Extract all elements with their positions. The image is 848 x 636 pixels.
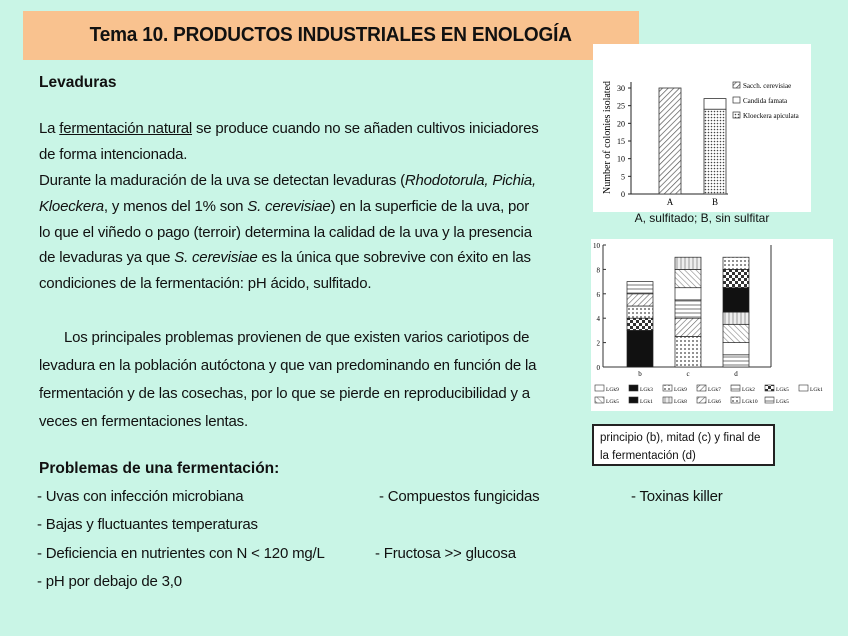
x-tick-label: c xyxy=(686,370,690,378)
title-bar xyxy=(23,11,639,60)
legend-swatch xyxy=(595,397,604,403)
legend-label: Candida famata xyxy=(743,97,788,105)
fermentacion-natural-link[interactable]: fermentación natural xyxy=(59,120,193,137)
list-item: - Deficiencia en nutrientes con N < 120 mg/L xyxy=(37,545,325,562)
bar-segment xyxy=(627,294,653,306)
legend-label: LGk5 xyxy=(776,399,789,405)
legend-label: Sacch. cerevisiae xyxy=(743,82,792,90)
legend-label: LGk6 xyxy=(708,399,721,405)
legend-swatch xyxy=(765,397,774,403)
list-item: - Fructosa >> glucosa xyxy=(375,545,516,562)
list-item: - Compuestos fungicidas xyxy=(379,488,540,505)
legend-swatch xyxy=(663,385,672,391)
bar-segment xyxy=(723,312,749,324)
p1-line-6: de levaduras ya que S. cerevisiae es la única que sobrevive con éxito en las xyxy=(39,249,531,266)
legend-label: LGk1 xyxy=(640,399,653,405)
y-tick-label: 8 xyxy=(596,266,600,275)
y-tick-label: 4 xyxy=(596,315,600,324)
list-item: - Uvas con infección microbiana xyxy=(37,488,244,505)
bar-segment xyxy=(627,330,653,367)
p2-line-2: levadura en la población autóctona y que van predominando en función de la xyxy=(39,357,537,374)
figure-2-caption: principio (b), mitad (c) y final de la fermentación (d) xyxy=(592,424,775,466)
x-tick-label: B xyxy=(711,197,719,207)
y-tick-label: 20 xyxy=(617,119,625,129)
section-heading-levaduras: Levaduras xyxy=(39,74,117,91)
p1-line-1: La fermentación natural se produce cuando no se añaden cultivos iniciadores xyxy=(39,120,539,137)
figure-1-svg xyxy=(593,44,811,212)
bar-segment xyxy=(675,288,701,300)
p2-line-4: veces en fermentaciones lentas. xyxy=(39,413,248,430)
y-tick-label: 15 xyxy=(617,137,625,146)
p2-line-1: Los principales problemas provienen de que existen varios cariotipos de xyxy=(64,329,530,346)
legend-label: LGk1 xyxy=(810,387,823,393)
bar-segment xyxy=(723,288,749,312)
bar-segment xyxy=(723,324,749,342)
bar-segment xyxy=(675,318,701,336)
list-item: - pH por debajo de 3,0 xyxy=(37,573,182,590)
p1-line-3: Durante la maduración de la uva se detectan levaduras (Rhodotorula, Pichia, xyxy=(39,172,536,189)
y-tick-label: 30 xyxy=(617,84,625,93)
legend-swatch xyxy=(629,397,638,403)
y-tick-label: 10 xyxy=(593,242,600,250)
bar-segment xyxy=(627,282,653,294)
y-tick-label: 2 xyxy=(596,339,600,348)
p1-line-2: de forma intencionada. xyxy=(39,146,188,163)
chart-bars xyxy=(627,257,749,367)
y-tick-label: 0 xyxy=(596,364,600,372)
x-tick-label: A xyxy=(666,197,674,207)
figure-2-chart xyxy=(591,239,833,411)
legend-swatch xyxy=(697,385,706,391)
bar-segment xyxy=(704,99,726,110)
legend-swatch xyxy=(731,397,740,403)
x-tick-label: b xyxy=(638,370,642,378)
legend-label: LGk2 xyxy=(742,387,755,393)
legend-label: LGk5 xyxy=(776,387,789,393)
legend-swatch xyxy=(731,385,740,391)
y-tick-label: 6 xyxy=(596,290,600,299)
chart-legend xyxy=(733,82,800,120)
legend-swatch xyxy=(733,97,740,103)
bar-segment xyxy=(723,257,749,269)
y-axis-label: Number of colonies isolated xyxy=(602,80,613,194)
legend-label: LGk9 xyxy=(674,387,687,393)
legend-label: LGk7 xyxy=(708,387,721,393)
y-tick-label: 25 xyxy=(617,101,625,111)
y-tick-label: 5 xyxy=(621,172,625,182)
bar-segment xyxy=(675,300,701,318)
chart-legend xyxy=(595,385,823,405)
legend-swatch xyxy=(765,385,774,391)
legend-label: LGk5 xyxy=(606,399,619,405)
bar-segment xyxy=(675,337,701,368)
figure-2-svg xyxy=(591,239,833,411)
p2-line-3: fermentación y de las cosechas, por lo que se pierde en reproducibilidad y a xyxy=(39,385,530,402)
legend-swatch xyxy=(799,385,808,391)
figure-1-caption: A, sulfitado; B, sin sulfitar xyxy=(634,211,770,225)
legend-swatch xyxy=(733,112,740,118)
list-item: - Toxinas killer xyxy=(631,488,723,505)
legend-label: LGk8 xyxy=(674,399,687,405)
bar-segment xyxy=(704,109,726,194)
p1-line-5: lo que el viñedo o pago (terroir) determina la calidad de la uva y la presencia xyxy=(39,224,532,241)
y-tick-label: 0 xyxy=(621,190,625,199)
x-tick-label: d xyxy=(734,370,738,378)
legend-label: LGk9 xyxy=(606,387,619,393)
page-title: Tema 10. PRODUCTOS INDUSTRIALES EN ENOLOGÍA xyxy=(89,24,573,46)
legend-swatch xyxy=(595,385,604,391)
p1-line-4: Kloeckera, y menos del 1% son S. cerevisiae) en la superficie de la uva, por xyxy=(39,198,530,215)
legend-label: Kloeckera apiculata xyxy=(743,112,799,120)
chart-bars xyxy=(659,88,726,194)
list-item: - Bajas y fluctuantes temperaturas xyxy=(37,516,258,533)
legend-swatch xyxy=(697,397,706,403)
legend-swatch xyxy=(629,385,638,391)
bar-segment xyxy=(723,343,749,355)
y-tick-label: 10 xyxy=(617,154,625,164)
section-heading-problemas: Problemas de una fermentación: xyxy=(39,460,280,477)
legend-label: LGk10 xyxy=(742,399,758,405)
bar-segment xyxy=(659,88,681,194)
legend-label: LGk3 xyxy=(640,387,653,393)
bar-segment xyxy=(627,318,653,330)
legend-swatch xyxy=(733,82,740,88)
bar-segment xyxy=(675,257,701,269)
legend-swatch xyxy=(663,397,672,403)
bar-segment xyxy=(627,306,653,318)
p1-line-7: condiciones de la fermentación: pH ácido, sulfitado. xyxy=(39,275,372,292)
bar-segment xyxy=(723,269,749,287)
bar-segment xyxy=(723,355,749,367)
figure-1-chart xyxy=(593,44,811,212)
bar-segment xyxy=(675,269,701,287)
